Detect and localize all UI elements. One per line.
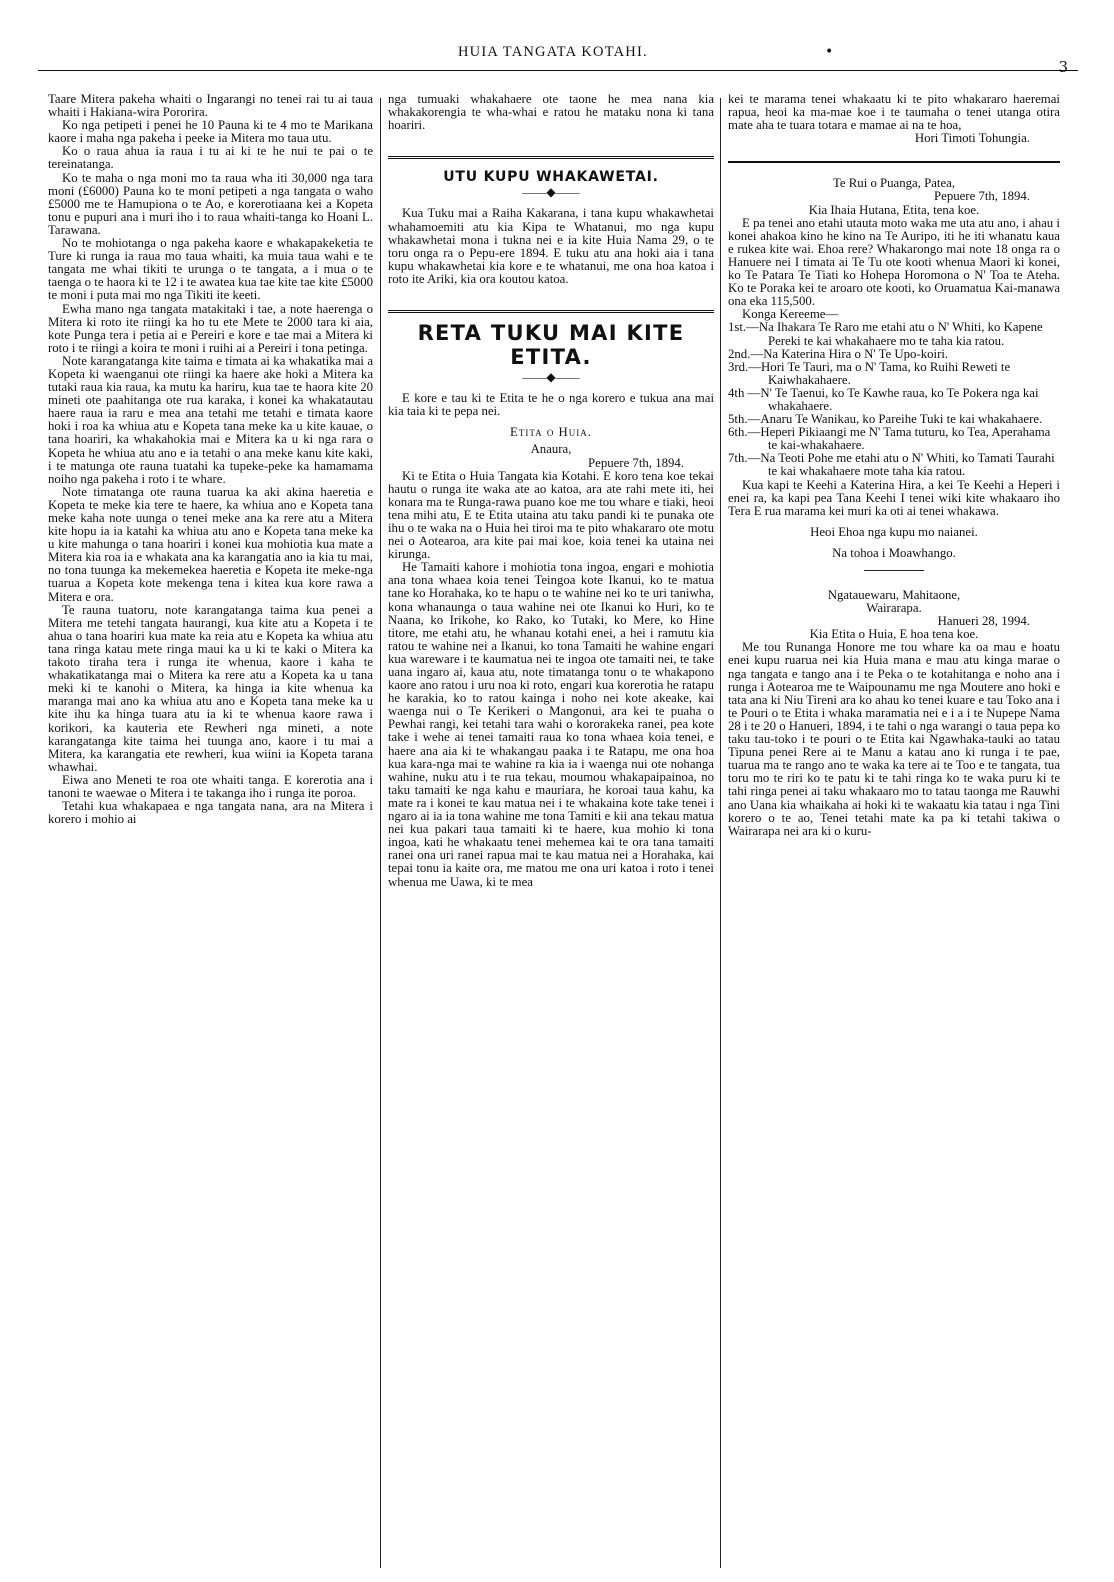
- ornament-divider: ——◆——: [522, 370, 580, 385]
- paragraph: He Tamaiti kahore i mohiotia tona ingoa, engari e mohiotia ana tona whaea koia tenei Teingoa kote Ikanui, ko te matua tane ko Horahaka, ko te hapu o te wahine nei ko te uri taniwha, kona whanaunga o taua wahine nei ote Ikanui ko Huri, ko te Naana, ko Irikohe, ko Rako, ko Tutaki, ko Mere, ko Hine titore, me etahi atu, he whanau kotahi enei, a hei i ramutu kia ratou te wahine nei a Ikanui, ko tona Tamaiti he wahine engari kua wareware i te kaumatua nei te ingoa ote tamaiti nei, te take uana ingaro ai, kaua atu, note timatanga tonu o te whakapono kaore ano ratou i uru noa ki roto, engari kua korerotia he ratapu he karakia, ko to ratou kainga i noho nei kote akeake, kai waenga nui o Te Kerikeri o Mangonui, ara kei te puaha o Pewhai rangi, kei tetahi tara wahi o kororakeka ranei, pea kote take i wehe ai tenei tamaiti raua ko tona whaea koia tenei, e haere ana aia ki te whakangau paaka i te Ratapu, me ona hoa kua kara-nga mai te wahine ra kia ia i waenga nui ote nohanga wahine, nuku atu i te rua tekau, moumou whakapaipainoa, no taku tamaiti ke nga kahu e mauriara, he koroai taua kahu, ka mate ra i konei te kau matua nei i te whakaina kote take tenei i ngaro ai ia ia tona wahine me tona Tamiti e kii ana tekau matua nei kua pakari taua tamaiti ki te haere, kua mohio ki tona ingoa, kati he whakaatu tenei mehemea kai te ora tana tamaiti ranei ona uri ranei rapua mai te kau matua nei a Horahaka, kai tepai tonu ia kaite ora, me matou me ona uri katoa i roto i tenei whenua me Uawa, ki te mea: [388, 560, 714, 889]
- section-heading: RETA TUKU MAI KITE ETITA.: [417, 321, 685, 370]
- paragraph: Me tou Runanga Honore me tou whare ka oa mau e hoatu enei kupu ruarua nei kia Huia mana e mau atu kinga marae o nga tangata e tango ana i te Peka o te kotahitanga e noho ana i runga i Aotearoa me te Waipounamu me nga Moutere ano hoki e tata ana ki Niu Tireni ara ko ahau ko tenei kuare e tau Toko ana i te Pouri o te Etita i whaka maramatia nei e i a i te Nupepe Nama 28 i te 20 o Hanueri, 1894, i te tahi o nga warangi o taua pepa ko taku tau-toko i te pouri o te Etita kai Ngawhaka-tauki ao tatau Tipuna penei Rere ai te Manu a katau ano ki runga i te pae, tuarua ma te rango ano te waka ka tere ai te Too e te tangata, tua toru mo te riri ko te patu ki te tahi ringa ko te waka puru ki te tahi ringa penei ai taku whakaaro mo to tatau taonga me Rauwhi ano Uana kia whaikaha ai hoki ki te wakaatu kia tatau i nga Tini korero o te ao, Tenei tetahi mate ka pa ki tetahi takiwa o Wairarapa nei ara ki o kuru-: [728, 640, 1060, 838]
- section-rule: [728, 161, 1060, 163]
- paragraph: Kua Tuku mai a Raiha Kakarana, i tana kupu whakawhetai whahamoemiti atu kia Kipa te Whatanui, mo nga kupu whakawhetai mona i tukna nei e ia kite Huia Nama 29, o te toru onga ra o Pepu-ere 1894. E tuku atu ana hoki aia i tana kupu whakawhetai kia kore e te whatanui, me ona hoa katoa i roto ite Ariki, kia ora koutou katoa.: [388, 206, 714, 286]
- paragraph: No te mohiotanga o nga pakeha kaore e whakapakeketia te Ture ki runga ia raua mo taua whaiti, ka muia taua wahi e te tangata me whai tikiti te urunga o te tangata, a i mua o te taenga o te haora ki te 12 i te awatea kua tae kite tae kite £5000 te moni i puta mai mo nga Tikiti ite keeti.: [48, 236, 373, 303]
- paragraph: kei te marama tenei whakaatu ki te pito whakararo haeremai rapua, heoi ka ma-mae koe i te taumaha o tenei utanga otira mate aha te tuara totara e mamae ai na te hoa,: [728, 92, 1060, 133]
- paragraph: Tetahi kua whakapaea e nga tangata nana, ara na Mitera i korero i mohio ai: [48, 799, 373, 827]
- letter-place: Anaura,: [530, 442, 572, 457]
- column-divider-1: [380, 98, 381, 1568]
- claim-item: 6th.—Heperi Pikiaangi me N' Tama tuturu, ko Tea, Aperahama te kai-whakahaere.: [728, 425, 1051, 453]
- letter-place-2: Wairarapa.: [866, 601, 922, 616]
- paragraph: Te rauna tuatoru, note karangatanga taima kua penei a Mitera me tetehi tangata haurangi, kua kite atu a Kopeta i te ahua o tana hoariri kua mate ka reia atu e Kopeta ka whiua atu tana ringa katau mete ringa maui ka u ki te kaki o Mitera ka takoto tiraha tera i runga ite whenua, kaore i kaha te whakatikatanga mai o Mitera ka rere atu a Kopeta ka u tana meki ki te kanohi o Mitera, ka hinga ia kite whenua ka maranga mai ano ka whiua atu ano e Kopeta tana meke ka u kite ihu ka hinga tuara atu ia ki te whenua kaore rawa i korikori, ka kauteria ete Rewheri nga mineti, a note karangatanga kite taima hei tuunga ano, kaore i tu mai a Mitera, ka karangatia ete rewheri, kua wiini ia Kopeta tarana whawhai.: [48, 602, 373, 774]
- claim-item: 4th —N' Te Taenui, ko Te Kawhe raua, ko Te Pokera nga kai whakahaere.: [728, 385, 1039, 413]
- paragraph: nga tumuaki whakahaere ote taone he mea nana kia whakakorengia te wha-whai e ratou he mataku nona ki tana hoariri.: [388, 92, 714, 133]
- paragraph: Kua kapi te Keehi a Katerina Hira, a kei Te Keehi a Heperi i enei ra, ka kapi pea Tana Keehi I tenei wiki kite whakaaro iho Tera E rua marama kei muri ka oti ai tenei whakawa.: [728, 477, 1060, 518]
- letter-date: Pepuere 7th, 1894.: [934, 189, 1030, 204]
- page-number: 3: [1058, 58, 1068, 76]
- signature: Hori Timoti Tohungia.: [914, 131, 1030, 146]
- section-rule: [388, 310, 714, 313]
- paragraph: Ewha mano nga tangata matakitaki i tae, a note haerenga o Mitera ki roto ite riingi ka ho tu ete Mete te 2000 tara ki aia, kote Punga tera i petia ai e Pereiri e kore e tae mai a Mitera ki roto i te riingi a koira te moni i ruihi ai a Pereiri i tona petinga.: [48, 301, 373, 355]
- paragraph: Ko te maha o nga moni mo ta raua wha iti 30,000 nga tara moni (£6000) Pauna ko te moni petipeti a nga tangata o waho £5000 me te Hamupiona o te Ao, e korerotiaana kei a Kopeta tonu e pupuri ana i muri iho i to raua whaiti-tanga ko Hoani L. Tarawana.: [48, 170, 373, 237]
- ornament-divider: ——◆——: [522, 185, 580, 200]
- editorial-note: E kore e tau ki te Etita te he o nga korero e tukua ana mai kia taia ki te pepa nei.: [388, 391, 714, 419]
- letter-greeting: Kia Etita o Huia, E hoa tena koe.: [809, 627, 979, 642]
- claim-item: 2nd.—Na Katerina Hira o N' Te Upo-koiri.: [728, 346, 949, 361]
- paragraph: Taare Mitera pakeha whaiti o Ingarangi no tenei rai tu ai taua whaiti i Hakiana-wira Pororira.: [48, 92, 373, 120]
- letter-date: Pepuere 7th, 1894.: [588, 455, 684, 470]
- letter-date: Hanueri 28, 1994.: [937, 614, 1030, 629]
- letter-place: Ngatauewaru, Mahitaone,: [827, 588, 961, 602]
- paragraph: Ko nga petipeti i penei he 10 Pauna ki te 4 mo te Marikana kaore i maha nga pakeha i peeke ia Mitera mo taua utu.: [48, 118, 373, 146]
- section-heading: UTU KUPU WHAKAWETAI.: [443, 169, 659, 186]
- claim-item: 3rd.—Hori Te Tauri, ma o N' Tama, ko Ruihi Reweti te Kaiwhakahaere.: [728, 359, 1011, 387]
- header-dot: •: [825, 44, 834, 60]
- paragraph: E pa tenei ano etahi utauta moto waka me uta atu ano, i ahau i konei ahakoa kino he kino na Te Auripo, iti he iti whanatu kaua e rukea kite wai. Ehoa rere? Whakarongo mai note 18 onga ra o Hanuere nei I timata ai Te Tu ote kooti whenua Maori ki konei, ko Te Patara Te Tiati ko Hohepa Horomona o N' Toa te Ateha. Ko te Poraka kei te aroaro ote kooti, ko Oruamatua Kai-manawa ona eka 115,500.: [728, 215, 1060, 309]
- paragraph: Note karangatanga kite taima e timata ai ka whakatika mai a Kopeta ki waenganui ote riingi ka haere ake hoki a Mitera ka tutaki raua kia raua, ka mutu ka hariru, kua tae te haora kite 20 mineti ote paahitanga ote rua karaka, i konei ka whakatautau haere raua ia raru e mea ana tetahi me tetahi e timata kaore hoki i roa ka whiua atu e Kopeta tana meke ka u kite kauae, o tana hoariri, ka whakahokia mai e Mitera ka u ki nga rara o Kopeta he whiua atu ano e ia tetahi o ana meke kanu kite kaki, i te matunga ote rauna tuatahi ka tupeke-peke ka hamamama noiho nga pakeha i roto i te whare.: [48, 353, 373, 486]
- letter-salutation: Etita o Huia.: [510, 425, 592, 440]
- claims-heading: Konga Kereeme—: [742, 307, 839, 322]
- running-title: HUIA TANGATA KOTAHI.: [458, 44, 648, 60]
- column-3: [728, 93, 1060, 838]
- running-header: [38, 44, 1078, 76]
- section-rule: [388, 156, 714, 159]
- paragraph: Note timatanga ote rauna tuarua ka aki akina haeretia e Kopeta te meke kia tere te haere, ka whiua ano e Kopeta tana meke kaha note uunga o tenei meke ana ka rere atu a Mitera kite hopu ia ia katahi ka whiua atu ano e Kopeta tana meke ka u kite mahunga o tana hoariri i konei kua mohiotia kua mate a Mitera kia roa ia e whakata ana ka karangatia ano ia kia tu mai, no tona tuunga ka mekemekea haeretia e Kopeta ite meke-nga tuarua a Kopeta kote mekenga tena i kitea kua kore rawa a Mitera e ora.: [48, 484, 373, 604]
- letter-greeting: Kia Ihaia Hutana, Etita, tena koe.: [808, 202, 980, 217]
- letter-place: Te Rui o Puanga, Patea,: [832, 176, 956, 191]
- closing-line: Heoi Ehoa nga kupu mo naianei.: [810, 524, 978, 539]
- column-divider-2: [720, 98, 721, 1568]
- column-1: [48, 93, 373, 826]
- paragraph: Ko o raua ahua ia raua i tu ai ki te he nui te pai o te tereinatanga.: [48, 144, 373, 172]
- header-rule: [38, 70, 1078, 71]
- paragraph: Ki te Etita o Huia Tangata kia Kotahi. E koro tena koe tekai hautu o runga ite waka ate ao katoa, ara ate rahi mete iti, hei konara ma te Runga-rawa puano koe me tou whare e tiaki, heoi tena mihi atu, E te Etita utaina atu taku pandi ki te punaka ote ihu o te waka na o Huia hei tiroi ma te pito whakararo ote motu nei o Aotearoa, ara kite pai mai koe, koia tenei ka utaina nei kirunga.: [388, 468, 714, 562]
- signature: Na tohoa i Moawhango.: [832, 545, 956, 560]
- claim-item: 5th.—Anaru Te Wanikau, ko Pareihe Tuki te kai whakahaere.: [728, 412, 1043, 427]
- column-2: [388, 93, 714, 889]
- short-rule: [864, 570, 924, 571]
- claim-item: 7th.—Na Teoti Pohe me etahi atu o N' Whiti, ko Tamati Taurahi te kai whakahaere mote taha kia ratou.: [728, 451, 1055, 479]
- paragraph: Eiwa ano Meneti te roa ote whaiti tanga. E korerotia ana i tanoni te waewae o Mitera i te takanga iho i runga ite poroa.: [48, 772, 373, 800]
- claim-item: 1st.—Na Ihakara Te Raro me etahi atu o N' Whiti, ko Kapene Pereki te kai whakahaere mo te taha kia ratou.: [728, 320, 1043, 348]
